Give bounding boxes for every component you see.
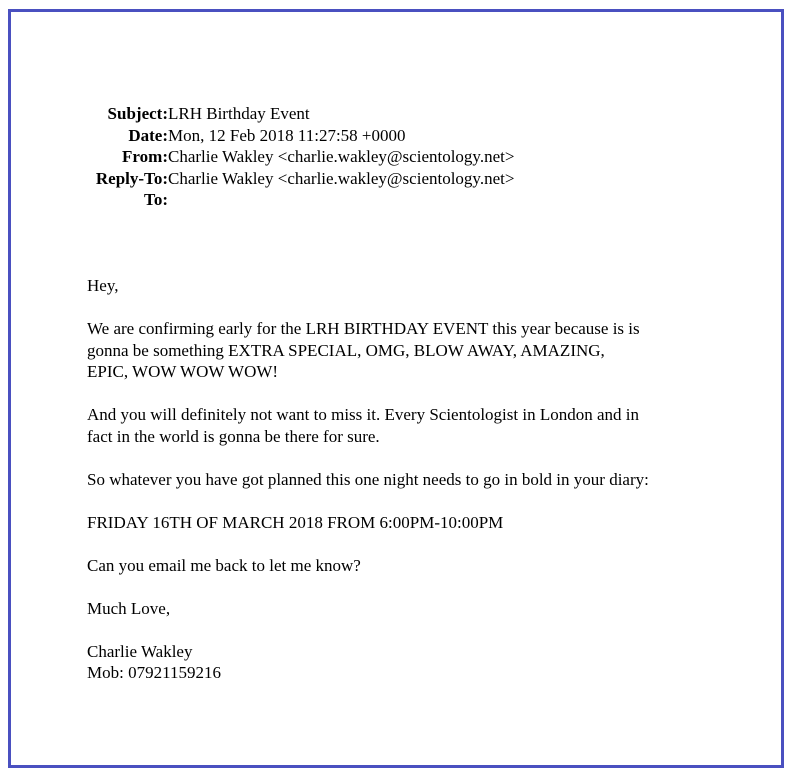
subject-label: Subject: — [107, 104, 168, 123]
reply-to-label: Reply-To: — [95, 168, 168, 188]
date-value: Mon, 12 Feb 2018 11:27:58 +0000 — [168, 125, 406, 145]
reply-to-row — [80, 168, 514, 190]
signature — [87, 641, 717, 684]
closing: Much Love, — [87, 598, 171, 618]
paragraph-attendance — [87, 404, 717, 447]
paragraph-diary: So whatever you have got planned this one night needs to go in bold in your diary: — [87, 469, 649, 489]
to-row — [80, 189, 514, 211]
date-row — [80, 125, 514, 147]
subject-row — [80, 103, 514, 125]
reply-to-value: Charlie Wakley <charlie.wakley@scientology.net> — [168, 168, 515, 188]
signature-mobile: Mob: 07921159216 — [87, 663, 221, 682]
from-value: Charlie Wakley <charlie.wakley@scientology.net> — [168, 147, 515, 166]
from-row — [80, 146, 514, 168]
email-body — [87, 275, 717, 705]
event-datetime: FRIDAY 16TH OF MARCH 2018 FROM 6:00PM-10:00PM — [87, 512, 504, 532]
signature-name: Charlie Wakley — [87, 641, 193, 661]
paragraph-line: fact in the world is gonna be there for sure. — [87, 426, 380, 446]
from-label: From: — [122, 147, 168, 166]
date-label: Date: — [128, 125, 168, 145]
greeting: Hey, — [87, 276, 119, 295]
paragraph-confirmation — [87, 318, 717, 383]
paragraph-line: We are confirming early for the LRH BIRTHDAY EVENT this year because is is — [87, 319, 640, 338]
paragraph-line: EPIC, WOW WOW WOW! — [87, 362, 279, 381]
paragraph-line: gonna be something EXTRA SPECIAL, OMG, BLOW AWAY, AMAZING, — [87, 340, 605, 360]
subject-value: LRH Birthday Event — [168, 104, 310, 123]
email-headers — [80, 103, 514, 211]
to-label: To: — [144, 190, 168, 209]
paragraph-line: And you will definitely not want to miss it. Every Scientologist in London and in — [87, 405, 639, 424]
question: Can you email me back to let me know? — [87, 555, 361, 575]
